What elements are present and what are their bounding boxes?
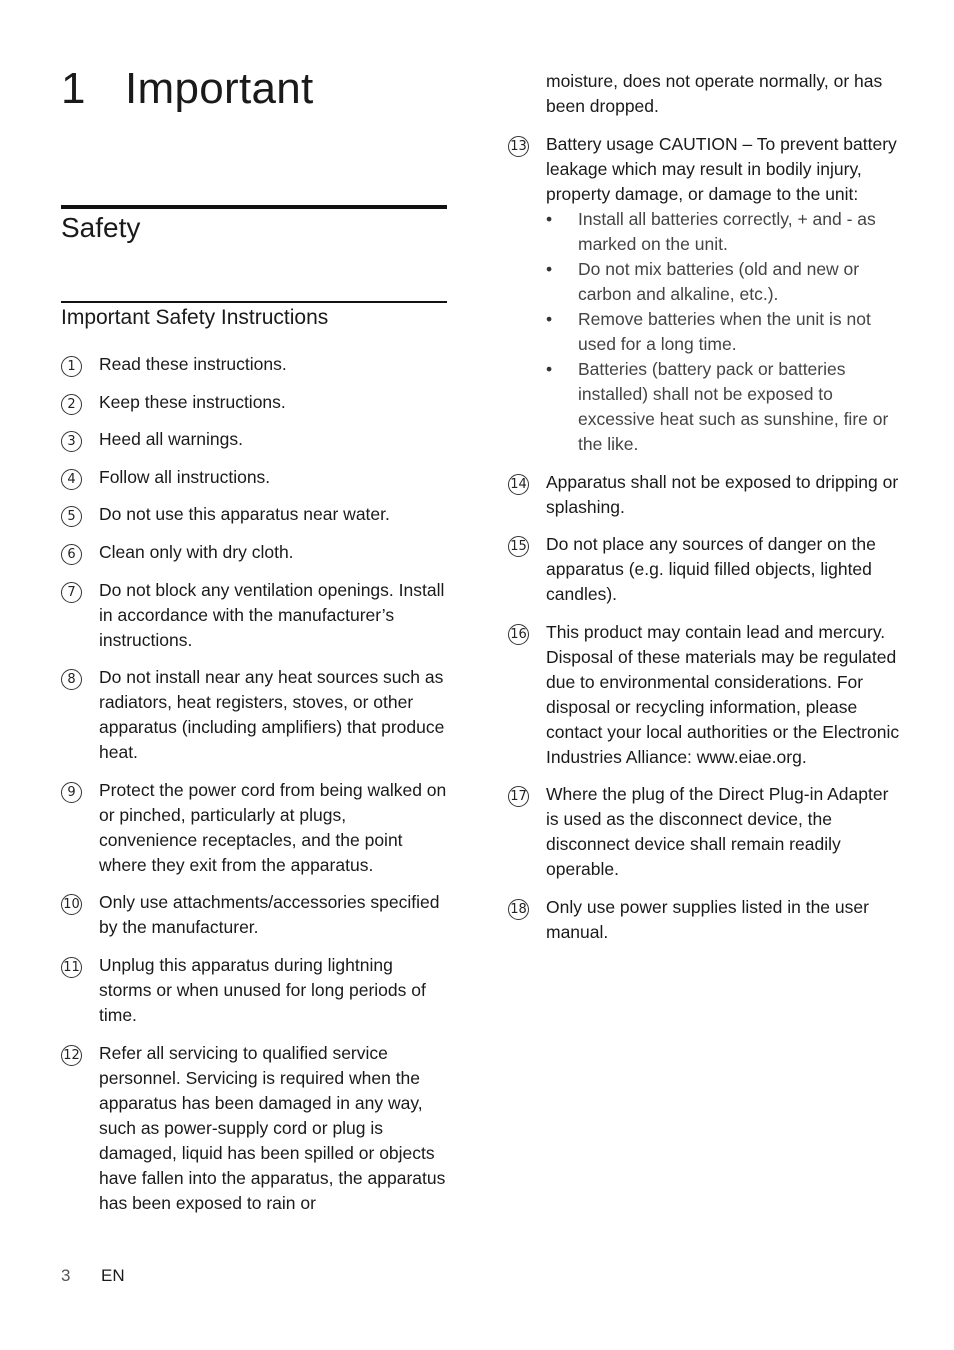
item-number-badge: 11: [61, 957, 82, 978]
item-number-badge: 16: [508, 624, 529, 645]
item-text: Protect the power cord from being walked on or pinched, particularly at plugs, convenience receptacles, and the point where they exit from the apparatus.: [99, 779, 447, 875]
bullet-text: Remove batteries when the unit is not used for a long time.: [578, 309, 871, 354]
bullet-item: [546, 207, 900, 257]
item-text: Clean only with dry cloth.: [99, 541, 294, 562]
item-text: Only use power supplies listed in the user manual.: [546, 896, 869, 942]
item-number-badge: 13: [508, 136, 529, 157]
item-text: Only use attachments/accessories specified by the manufacturer.: [99, 892, 440, 938]
page-footer: [61, 1266, 125, 1286]
section-divider: [61, 205, 447, 209]
safety-item: [61, 1041, 447, 1216]
continuation-text: moisture, does not operate normally, or has been dropped.: [546, 71, 883, 116]
safety-list-left: [61, 352, 447, 1228]
section-title: Safety: [61, 212, 141, 243]
item-number-badge: 7: [61, 582, 82, 603]
safety-item: [61, 578, 447, 653]
item-text: Read these instructions.: [99, 354, 287, 374]
subsection-divider: [61, 301, 447, 303]
item-number-badge: 1: [61, 356, 82, 377]
item-text: This product may contain lead and mercury. Disposal of these materials may be regulated due to environmental considerations. For disposal or recycling information, please contact your local authorities or the Electronic Industries Alliance: www.eiae.org.: [546, 621, 900, 767]
item-number-badge: 3: [61, 431, 82, 452]
language-code: EN: [101, 1266, 125, 1285]
subsection-title: Important Safety Instructions: [61, 306, 329, 329]
bullet-item: [546, 357, 900, 457]
safety-item: [508, 895, 900, 945]
safety-item: [61, 352, 447, 377]
item-number-badge: 14: [508, 474, 529, 495]
item-text: Refer all servicing to qualified service personnel. Servicing is required when the apparatus has been damaged in any way, such as power-supply cord or plug is damaged, liquid has been spilled or objects have fallen into the apparatus, the apparatus has been exposed to rain or: [99, 1042, 446, 1213]
bullet-text: Do not mix batteries (old and new or carbon and alkaline, etc.).: [578, 259, 860, 304]
item-text: Do not install near any heat sources such as radiators, heat registers, stoves, or other apparatus (including amplifiers) that produce heat.: [99, 667, 445, 763]
item-number-badge: 15: [508, 536, 529, 557]
safety-list-right: [508, 132, 900, 958]
page-number: 3: [61, 1266, 71, 1285]
safety-item: [61, 390, 447, 415]
item-text: Where the plug of the Direct Plug-in Adapter is used as the disconnect device, the disconnect device shall remain readily operable.: [546, 784, 889, 880]
safety-item: [61, 540, 447, 565]
item-number-badge: 12: [61, 1045, 82, 1066]
safety-item: [61, 953, 447, 1028]
chapter-title-text: Important: [125, 64, 314, 113]
safety-item: [61, 502, 447, 527]
bullet-icon: •: [546, 309, 553, 329]
bullet-icon: •: [546, 359, 553, 379]
item-text: Do not place any sources of danger on the apparatus (e.g. liquid filled objects, lighted candles).: [546, 534, 876, 605]
safety-item: [61, 665, 447, 765]
item-text: Do not block any ventilation openings. Install in accordance with the manufacturer’s instructions.: [99, 579, 445, 650]
bullet-icon: •: [546, 259, 553, 279]
item-number-badge: 9: [61, 782, 82, 803]
item-number-badge: 18: [508, 899, 529, 920]
safety-item: [61, 890, 447, 940]
bullet-text: Install all batteries correctly, + and - as marked on the unit.: [578, 209, 876, 254]
safety-item: [508, 132, 900, 457]
chapter-number: 1: [61, 64, 86, 113]
bullet-item: [546, 307, 900, 357]
bullet-text: Batteries (battery pack or batteries installed) shall not be exposed to excessive heat such as sunshine, fire or the like.: [578, 359, 889, 454]
item-number-badge: 8: [61, 669, 82, 690]
item-number-badge: 5: [61, 506, 82, 527]
item-number-badge: 17: [508, 786, 529, 807]
item-text: Unplug this apparatus during lightning storms or when unused for long periods of time.: [99, 954, 426, 1025]
item-text: Do not use this apparatus near water.: [99, 504, 390, 525]
safety-item: [508, 470, 900, 520]
chapter-title: [61, 64, 314, 114]
safety-item: [61, 465, 447, 490]
item-number-badge: 6: [61, 544, 82, 565]
item-text: Apparatus shall not be exposed to dripping or splashing.: [546, 471, 899, 517]
safety-item: [508, 782, 900, 882]
battery-bullet-list: [546, 207, 900, 457]
safety-item: [508, 620, 900, 770]
item-text: Keep these instructions.: [99, 391, 286, 412]
item-text: Heed all warnings.: [99, 429, 243, 450]
item-text: Follow all instructions.: [99, 466, 271, 487]
item-number-badge: 10: [61, 894, 82, 915]
safety-item: [61, 427, 447, 452]
item-number-badge: 2: [61, 394, 82, 415]
item-text: Battery usage CAUTION – To prevent battery leakage which may result in bodily injury, property damage, or damage to the unit:: [546, 134, 897, 204]
item-number-badge: 4: [61, 469, 82, 490]
safety-item: [61, 778, 447, 878]
bullet-icon: •: [546, 209, 553, 229]
bullet-item: [546, 257, 900, 307]
safety-item: [508, 532, 900, 607]
